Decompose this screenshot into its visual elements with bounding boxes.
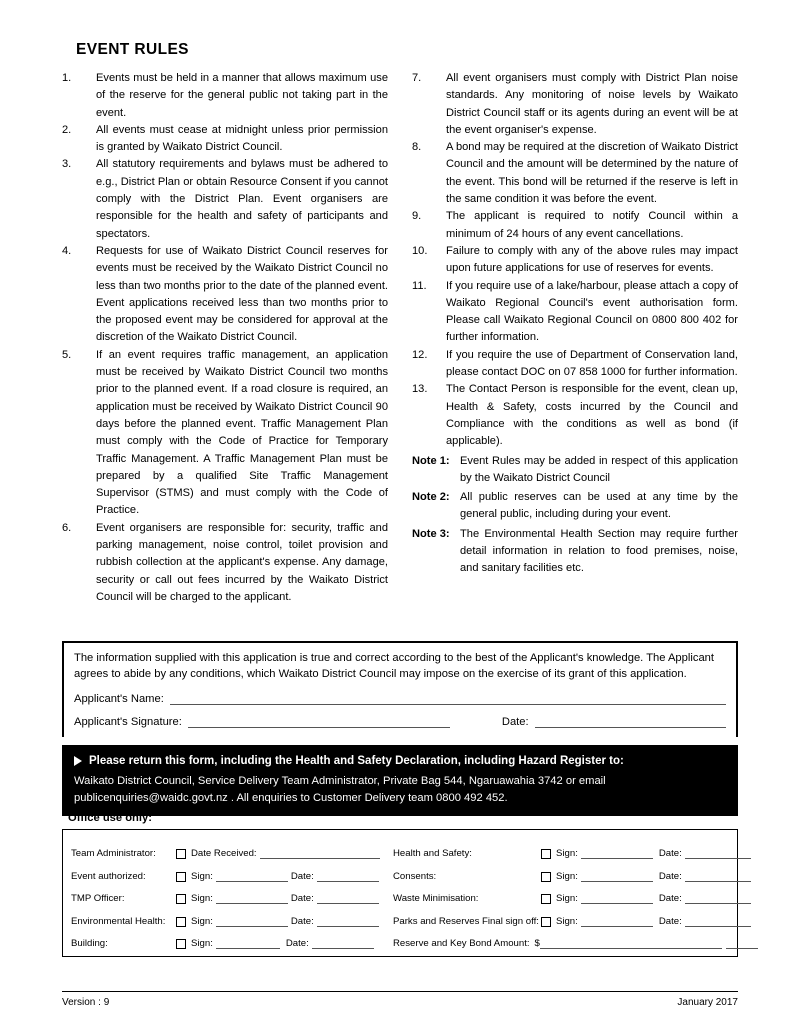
rule-item — [412, 347, 738, 382]
row-label: Team Administrator: — [71, 848, 156, 860]
rules-right-column — [412, 70, 738, 606]
office-row-health-and-safety — [393, 838, 758, 860]
rule-number: 3. — [62, 158, 72, 171]
office-row-building — [71, 928, 387, 950]
note-label: Note 1: — [412, 454, 450, 467]
declaration-box — [62, 641, 738, 737]
checkbox[interactable] — [541, 872, 551, 882]
row-label: Building: — [71, 937, 108, 949]
office-row-waste-minimisation — [393, 883, 758, 905]
banner-heading: Please return this form, including the Health and Safety Declaration, including Hazard Register to: — [89, 755, 624, 767]
office-use-title: Office use only: — [68, 812, 152, 824]
row-field-label: Date Received: — [191, 848, 257, 860]
row-field-label: Sign: — [191, 893, 213, 905]
date-input[interactable] — [685, 916, 751, 927]
sign-input[interactable] — [216, 893, 288, 904]
row-field-label: Sign: — [191, 915, 213, 927]
checkbox[interactable] — [176, 917, 186, 927]
checkbox[interactable] — [541, 894, 551, 904]
rule-number: 5. — [62, 348, 72, 361]
rule-number: 2. — [62, 123, 72, 136]
row-label: Environmental Health: — [71, 915, 166, 927]
checkbox[interactable] — [176, 894, 186, 904]
return-instructions-banner — [62, 745, 738, 816]
rule-number: 10. — [412, 244, 428, 257]
row-date-label: Date: — [658, 893, 682, 905]
bond-currency-symbol: $ — [534, 937, 540, 949]
note-label: Note 2: — [412, 491, 450, 504]
page-footer — [62, 997, 738, 1008]
office-use-table — [62, 829, 738, 957]
banner-address-line-1: Waikato District Council, Service Delivery Team Administrator, Private Bag 544, Ngaruawahia 3742 or email — [74, 775, 606, 787]
rule-text: All statutory requirements and bylaws must be adhered to e.g., District Plan or obtain Resource Consent if you cannot comply with the District Plan. Event organisers are responsible for the health and safety of participants and spectators. — [96, 158, 388, 240]
rule-item — [412, 381, 738, 450]
row-label: Consents: — [393, 870, 437, 882]
rule-text: If you require the use of Department of Conservation land, please contact DOC on 07 858 1000 for further information. — [446, 348, 738, 379]
footer-version: Version : 9 — [62, 997, 110, 1008]
sign-input[interactable] — [581, 871, 653, 882]
office-row-tmp-officer — [71, 883, 387, 905]
rule-item — [62, 243, 388, 347]
note-label: Note 3: — [412, 527, 450, 540]
sign-input[interactable] — [581, 848, 653, 859]
declaration-date-input[interactable] — [535, 716, 726, 728]
rule-number: 8. — [412, 141, 422, 154]
declaration-text: The information supplied with this application is true and correct according to the best of the Applicant's knowledge. The Applicant agrees to abide by any conditions, which Waikato District Council may impose on the exercise of its grant of this application. — [74, 652, 714, 680]
rule-text: A bond may be required at the discretion of Waikato District Council and the amount will be determined by the nature of the event. This bond will be returned if the reserve is left in the same condition it was before the event. — [446, 141, 738, 206]
rule-number: 12. — [412, 348, 428, 361]
rule-number: 1. — [62, 72, 72, 84]
banner-heading-row — [74, 753, 726, 769]
office-row-parks-and-reserves — [393, 905, 758, 927]
note-text: All public reserves can be used at any time by the general public, including during your event. — [460, 491, 738, 521]
rule-text: Events must be held in a manner that allows maximum use of the reserve for the general public not taking part in the event. — [96, 72, 388, 119]
checkbox[interactable] — [176, 849, 186, 859]
checkbox[interactable] — [176, 939, 186, 949]
date-input[interactable] — [317, 871, 379, 882]
rule-item — [412, 208, 738, 243]
bond-amount-input-tail[interactable] — [726, 938, 758, 949]
page-title: EVENT RULES — [76, 41, 189, 58]
rule-text: The Contact Person is responsible for the event, clean up, Health & Safety, costs incurred by the Council and Compliance with the conditions as well as bond (if applicable). — [446, 383, 738, 448]
date-input[interactable] — [685, 848, 751, 859]
rule-item — [62, 70, 388, 122]
footer-divider — [62, 991, 738, 992]
date-input[interactable] — [685, 871, 751, 882]
note-item — [412, 526, 738, 578]
rule-text: The applicant is required to notify Council within a minimum of 24 hours of any event cancellations. — [446, 210, 738, 240]
applicant-signature-label: Applicant's Signature: — [74, 716, 182, 728]
row-date-label: Date: — [290, 870, 314, 882]
sign-input[interactable] — [216, 938, 280, 949]
rule-text: If an event requires traffic management, an application must be received by Waikato District Council two months prior to the planned event. If a road closure is required, an application must be received by Waikato District Council 90 days before the planned event. Traffic Management Plan must comply with the Code of Practice for Temporary Traffic Management. A Traffic Management Plan must be prepared by a qualified Site Traffic Management Supervisor (STMS) and must comply with the Code of Practice. — [96, 348, 388, 517]
row-date-label: Date: — [658, 848, 682, 860]
row-label: Parks and Reserves Final sign off: — [393, 915, 539, 927]
office-row-environmental-health — [71, 905, 387, 927]
banner-address-line-2: publicenquiries@waidc.govt.nz . All enquiries to Customer Delivery team 0800 492 452. — [74, 791, 508, 804]
office-row-team-administrator — [71, 838, 387, 860]
row-field-label: Sign: — [556, 870, 578, 882]
row-date-label: Date: — [658, 915, 682, 927]
row-label: Waste Minimisation: — [393, 893, 479, 905]
date-input[interactable] — [312, 938, 374, 949]
rule-item — [62, 156, 388, 242]
rule-text: All event organisers must comply with District Plan noise standards. Any monitoring of noise levels by Waikato District Council staff or its agents during an event will be at the event organiser's expense. — [446, 72, 738, 136]
office-row-reserve-key-bond — [393, 928, 758, 950]
rule-item — [412, 70, 738, 139]
declaration-date-label: Date: — [501, 716, 529, 728]
sign-input[interactable] — [216, 916, 288, 927]
office-use-right-column — [387, 838, 758, 950]
date-input[interactable] — [685, 893, 751, 904]
rule-text: Event organisers are responsible for: security, traffic and parking management, noise control, toilet provision and rubbish collection at the applicant's expense. Any damage, security or call out fees incurred by the Waikato District Council will be charged to the applicant. — [96, 521, 388, 603]
sign-input[interactable] — [581, 916, 653, 927]
rule-item — [412, 243, 738, 278]
row-field-label: Sign: — [191, 937, 213, 949]
rule-number: 9. — [412, 210, 422, 223]
date-input[interactable] — [317, 916, 379, 927]
rule-text: Requests for use of Waikato District Council reserves for events must be received by the Waikato District Council no less than two months prior to the date of the planned event. Event applications received less than two months prior to the proposed event may be considered for approval at the discretion of the Waikato District Council. — [96, 244, 388, 344]
rule-number: 7. — [412, 72, 422, 84]
rule-number: 11. — [412, 279, 427, 292]
event-rules-columns — [62, 70, 738, 606]
office-row-event-authorized — [71, 860, 387, 882]
rule-number: 4. — [62, 244, 72, 257]
applicant-signature-field-row — [74, 716, 726, 728]
row-field-label: Sign: — [555, 915, 578, 927]
rule-item — [62, 520, 388, 606]
row-field-label: Sign: — [191, 870, 213, 882]
row-label: Health and Safety: — [393, 848, 472, 860]
rule-number: 6. — [62, 521, 72, 534]
office-row-consents — [393, 860, 758, 882]
rule-text: All events must cease at midnight unless prior permission is granted by Waikato District Council. — [96, 123, 388, 154]
checkbox[interactable] — [176, 872, 186, 882]
row-date-label: Date: — [290, 893, 314, 905]
row-field-label: Sign: — [556, 893, 578, 905]
bond-amount-input[interactable] — [540, 938, 722, 949]
applicant-signature-input[interactable] — [188, 716, 450, 728]
note-item — [412, 453, 738, 488]
row-field-label: Sign: — [556, 848, 578, 860]
row-label: Event authorized: — [71, 870, 146, 882]
date-received-input[interactable] — [260, 848, 380, 859]
date-input[interactable] — [317, 893, 379, 904]
applicant-name-label: Applicant's Name: — [74, 693, 164, 705]
footer-date: January 2017 — [677, 997, 738, 1008]
note-text: Event Rules may be added in respect of this application by the Waikato District Council — [460, 454, 738, 484]
checkbox[interactable] — [541, 917, 551, 927]
rule-text: If you require use of a lake/harbour, please attach a copy of Waikato Regional Council's event authorisation form. Please call Waikato Regional Council on 0800 800 402 for further information. — [446, 279, 738, 344]
row-date-label: Date: — [658, 870, 682, 882]
bond-label: Reserve and Key Bond Amount: — [393, 937, 530, 949]
rule-item — [62, 122, 388, 157]
applicant-name-input[interactable] — [170, 693, 726, 705]
rule-text: Failure to comply with any of the above rules may impact upon future applications for use of reserves for events. — [446, 244, 738, 275]
note-text: The Environmental Health Section may require further detail information in relation to food premises, noise, and sanitary facilities etc. — [460, 527, 738, 575]
row-date-label: Date: — [285, 937, 309, 949]
rule-item — [62, 347, 388, 520]
checkbox[interactable] — [541, 849, 551, 859]
office-use-left-column — [71, 838, 387, 950]
rules-left-column — [62, 70, 388, 606]
applicant-name-field-row — [74, 693, 726, 705]
triangle-right-icon — [74, 756, 82, 766]
sign-input[interactable] — [216, 871, 288, 882]
note-item — [412, 489, 738, 524]
row-label: TMP Officer: — [71, 893, 125, 905]
rule-item — [412, 139, 738, 208]
row-date-label: Date: — [290, 915, 314, 927]
rule-number: 13. — [412, 383, 428, 396]
sign-input[interactable] — [581, 893, 653, 904]
rule-item — [412, 278, 738, 347]
